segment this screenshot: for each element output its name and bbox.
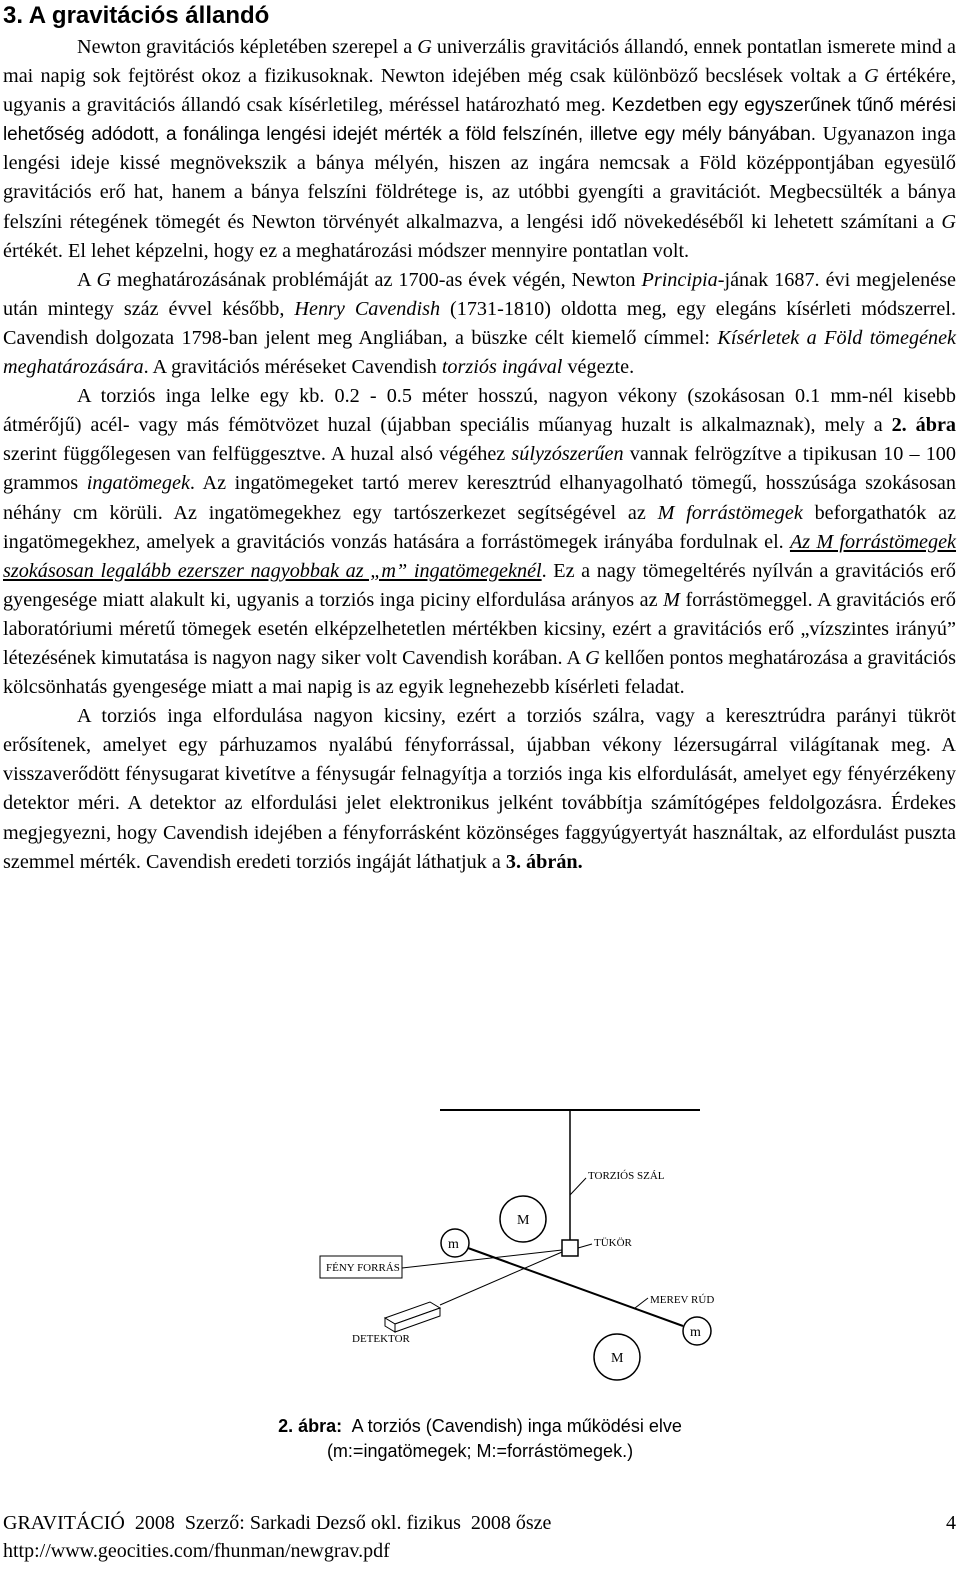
rigid-rod xyxy=(468,1248,683,1326)
small-mass-right-label: m xyxy=(690,1325,701,1340)
paragraph-1: Newton gravitációs képletében szerepel a G univerzális gravitációs állandó, ennek pontatlan ismerete mind a mai napig sok fejtörést okoz a fizikusoknak. Newton idejében még csak különböző becslések voltak a G értékére, ugyanis a gravitációs állandó csak kísérletileg, méréssel határozható meg. Kezdetben egy egyszerűnek tűnő mérési lehetőség adódott, a fonálinga lengési idejét mérték a föld felszínén, illetve egy mély bányában. Ugyanazon inga lengési ideje kissé megnövekszik a bánya mélyén, hiszen az ingára nemcsak a Föld középpontjában egyesülő gravitációs erő hat, hanem a bánya felszíni földrétege is, az utóbbi gyengíti a gravitációt. Megbecsülték a bánya felszíni rétegének tömegét és Newton törvényét alkalmazva, a lengési idő növekedéséből ki lehetett számítani a G értékét. El lehet képzelni, hogy ez a meghatározási módszer mennyire pontatlan volt. xyxy=(3,36,957,262)
caption-label: 2. ábra: xyxy=(278,1416,343,1436)
mirror-leader xyxy=(578,1244,592,1248)
big-mass-top-label: M xyxy=(517,1213,530,1228)
rod-leader xyxy=(635,1298,648,1308)
torsion-balance-diagram xyxy=(300,1100,720,1400)
small-mass-left-label: m xyxy=(448,1237,459,1252)
caption-text: A torziós (Cavendish) inga működési elve xyxy=(351,1416,682,1436)
body-text xyxy=(3,33,956,877)
footer xyxy=(3,1510,956,1536)
figure-caption xyxy=(0,1414,960,1464)
footer-url[interactable]: http://www.geocities.com/fhunman/newgrav.pdf xyxy=(3,1540,390,1562)
big-mass-bottom-label: M xyxy=(611,1351,624,1366)
rod-label: MEREV RÚD xyxy=(650,1294,715,1306)
section-title: 3. A gravitációs állandó xyxy=(3,2,270,29)
mirror-shape xyxy=(562,1240,578,1256)
fiber-leader xyxy=(570,1178,586,1195)
footer-text: GRAVITÁCIÓ 2008 Szerző: Sarkadi Dezső okl. fizikus 2008 ősze xyxy=(3,1512,552,1534)
light-source-label: FÉNY FORRÁS xyxy=(326,1262,400,1274)
paragraph-3: A torziós inga lelke egy kb. 0.2 - 0.5 méter hosszú, nagyon vékony (szokásosan 0.1 mm-nél kisebb átmérőjű) acél- vagy más fémötvözet huzal (újabban speciális műanyag huzalt is alkalmaznak), mely a 2. ábra szerint függőlegesen van felfüggesztve. A huzal alsó végéhez súlyzószerűen vannak felrögzítve a tipikusan 10 – 100 grammos ingatömegek. Az ingatömegeket tartó merev keresztrúd elhanyagolható tömegű, hosszúsága szokásosan néhány cm körüli. Az ingatömegekhez egy tartószerkezet segítségével az M forrástömegek beforgathatók az ingatömegekhez, amelyek a gravitációs vonzás hatására a forrástömegek irányába fordulnak el. Az M forrástömegek szokásosan legalább ezerszer nagyobbak az „m” ingatömegeknél. Ez a nagy tömegeltérés nyílván a gravitációs erő gyengesége miatt alakult ki, ugyanis a torziós inga piciny elfordulása arányos az M forrástömeggel. A gravitációs erő laboratóriumi méretű tömegek esetén elképzelhetetlen mértékben kicsiny, ezért a gravitációs erő „vízszintes irányú” létezésének kimutatása is nagyon nagy siker volt Cavendish korában. A G kellően pontos meghatározása a gravitációs kölcsönhatás gyengesége miatt a mai napig is az egyik legnehezebb kísérleti feladat. xyxy=(3,385,957,699)
torsion-balance-figure xyxy=(300,1100,720,1400)
caption-line-1 xyxy=(0,1414,960,1439)
mirror-label: TÜKÖR xyxy=(594,1237,632,1249)
detector-label: DETEKTOR xyxy=(352,1333,410,1345)
caption-line-2: (m:=ingatömegek; M:=forrástömegek.) xyxy=(326,1441,634,1461)
paragraph-2: A G meghatározásának problémáját az 1700-as évek végén, Newton Principia-jának 1687. évi megjelenése után mintegy száz évvel később, Henry Cavendish (1731-1810) oldotta meg, egy elegáns kísérleti módszerrel. Cavendish dolgozata 1798-ban jelent meg Angliában, a büszke célt kiemelő címmel: Kísérletek a Föld tömegének meghatározására. A gravitációs méréseket Cavendish torziós ingával végezte. xyxy=(3,268,957,379)
fiber-label: TORZIÓS SZÁL xyxy=(588,1170,665,1182)
paragraph-4: A torziós inga elfordulása nagyon kicsiny, ezért a torziós szálra, vagy a keresztrúdra parányi tükröt erősítenek, amelyet egy párhuzamos nyalábú fényforrással, újabban vékony lézersugárral világítanak meg. A visszaverődött fénysugarat kivetítve a fénysugár felnagyítja a torziós inga kis elfordulását, amelyet egy fényérzékeny detektor méri. A detektor az elfordulási jelet elektronikus jelként továbbítja számítógépes feldolgozásra. Érdekes megjegyezni, hogy Cavendish idejében a fényforrásként közönséges faggyúgyertyát használtak, az elfordulást puszta szemmel mérték. Cavendish eredeti torziós ingáját láthatjuk a 3. ábrán. xyxy=(3,705,956,873)
page-number: 4 xyxy=(946,1512,956,1534)
